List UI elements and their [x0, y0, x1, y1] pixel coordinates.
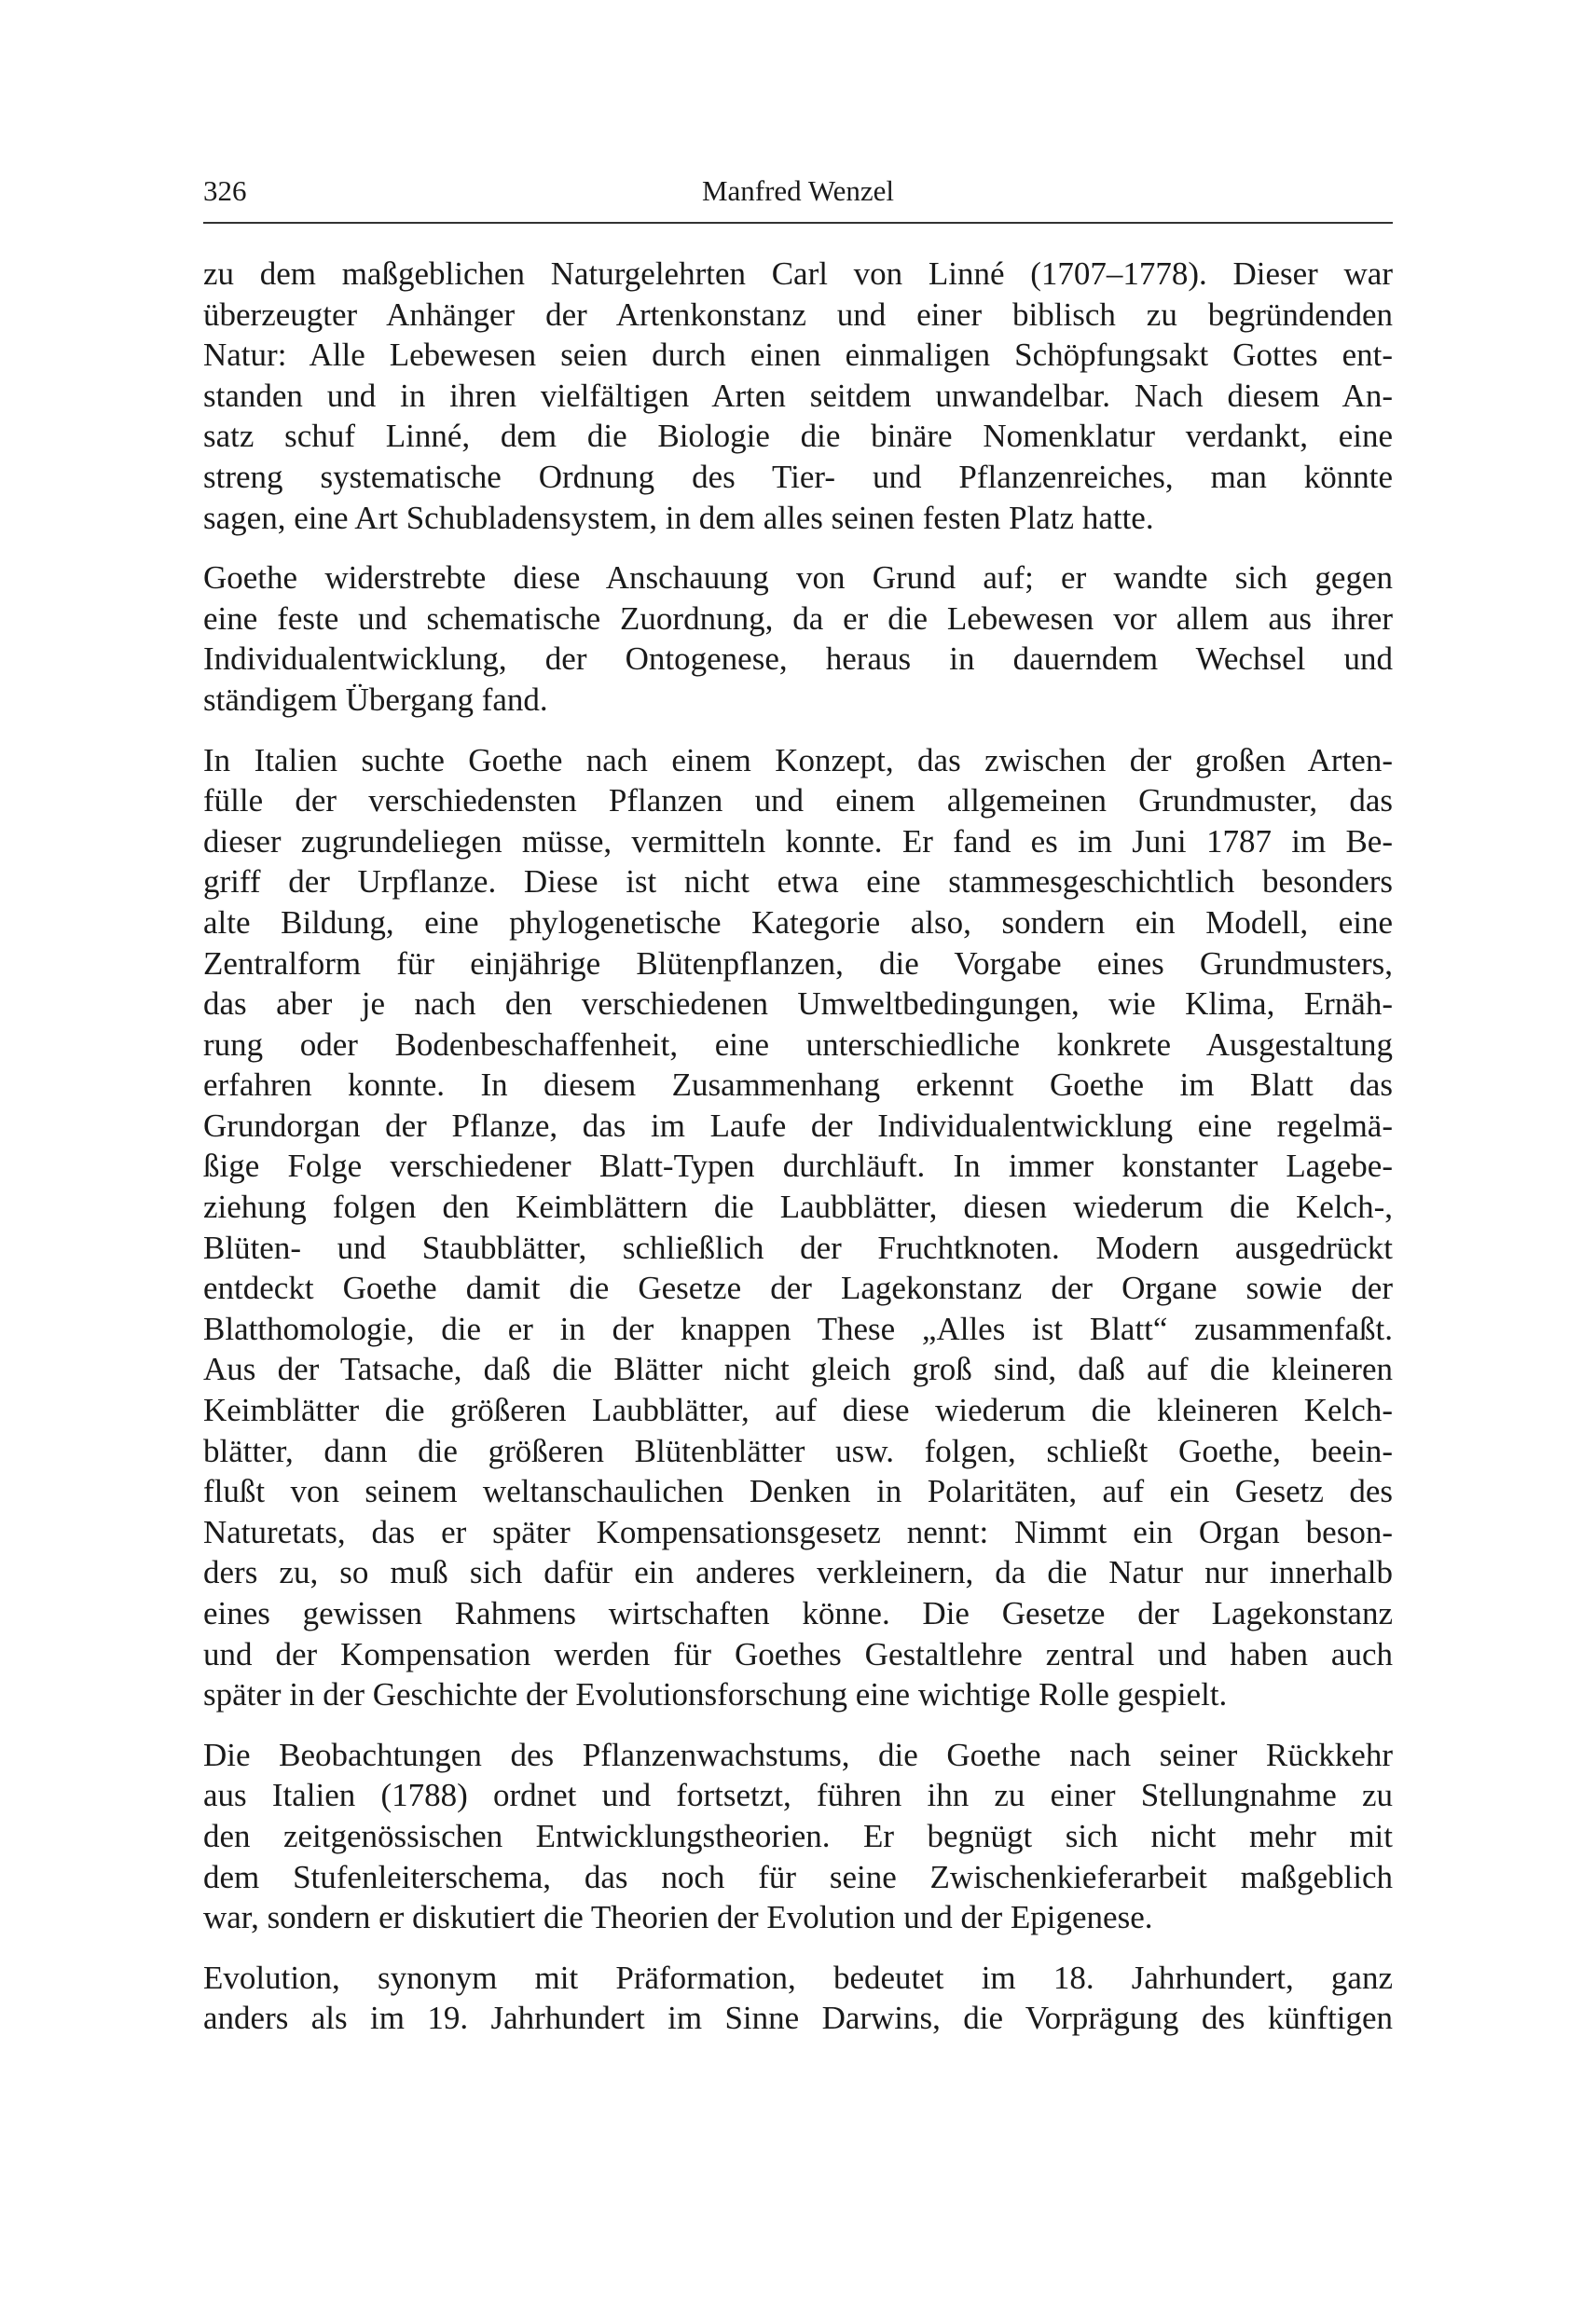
text-line: war, sondern er diskutiert die Theorien der Evolution und der Epigenese. [203, 1899, 1153, 1936]
text-line: anders als im 19. Jahrhundert im Sinne Darwins, die Vorprägung des künftigen [203, 2000, 1393, 2037]
text-line: alte Bildung, eine phylogenetische Kategorie also, sondern ein Modell, eine [203, 903, 1393, 941]
paragraph [203, 1735, 1393, 1938]
running-head [203, 168, 1393, 214]
text-line: rung oder Bodenbeschaffenheit, eine unterschiedliche konkrete Ausgestaltung [203, 1025, 1393, 1063]
paragraph [203, 557, 1393, 720]
text-line: Blatthomologie, die er in der knappen These „Alles ist Blatt“ zusammenfaßt. [203, 1310, 1393, 1347]
book-page [203, 0, 1393, 2312]
text-line: eines gewissen Rahmens wirtschaften könne. Die Gesetze der Lagekonstanz [203, 1595, 1393, 1631]
body-text [203, 254, 1393, 2058]
text-line: aus Italien (1788) ordnet und fortsetzt, führen ihn zu einer Stellungnahme zu [203, 1777, 1393, 1814]
text-line: standen und in ihren vielfältigen Arten seitdem unwandelbar. Nach diesem An- [203, 377, 1393, 414]
text-line: blätter, dann die größeren Blütenblätter usw. folgen, schließt Goethe, beein- [203, 1432, 1393, 1469]
text-line: Die Beobachtungen des Pflanzenwachstums, die Goethe nach seiner Rückkehr [203, 1736, 1393, 1773]
header-rule [203, 222, 1393, 224]
text-line: erfahren konnte. In diesem Zusammenhang erkennt Goethe im Blatt das [203, 1067, 1393, 1104]
text-line: eine feste und schematische Zuordnung, da er die Lebewesen vor allem aus ihrer [203, 599, 1393, 637]
text-line: streng systematische Ordnung des Tier- und Pflanzenreiches, man könnte [203, 458, 1393, 495]
text-line: Naturetats, das er später Kompensationsgesetz nennt: Nimmt ein Organ beson- [203, 1513, 1393, 1550]
paragraph [203, 254, 1393, 538]
text-line: Grundorgan der Pflanze, das im Laufe der Individualentwicklung eine regelmä- [203, 1107, 1393, 1144]
text-line: griff der Urpflanze. Diese ist nicht etwa eine stammesgeschichtlich besonders [203, 863, 1393, 901]
text-line: den zeitgenössischen Entwicklungstheorien. Er begnügt sich nicht mehr mit [203, 1817, 1393, 1854]
text-line: Blüten- und Staubblätter, schließlich der Fruchtknoten. Modern ausgedrückt [203, 1229, 1393, 1266]
running-title-author: Manfred Wenzel [701, 174, 895, 207]
text-line: ders zu, so muß sich dafür ein anderes verkleinern, da die Natur nur innerhalb [203, 1554, 1393, 1591]
text-line: ziehung folgen den Keimblättern die Laubblätter, diesen wiederum die Kelch-, [203, 1189, 1393, 1226]
text-line: später in der Geschichte der Evolutionsforschung eine wichtige Rolle gespielt. [203, 1676, 1228, 1713]
text-line: Keimblätter die größeren Laubblätter, auf diese wiederum die kleineren Kelch- [203, 1392, 1393, 1429]
text-line: ßige Folge verschiedener Blatt-Typen durchläuft. In immer konstanter Lagebe- [203, 1148, 1393, 1185]
text-line: das aber je nach den verschiedenen Umweltbedingungen, wie Klima, Ernäh- [203, 985, 1393, 1023]
text-line: flußt von seinem weltanschaulichen Denken in Polaritäten, auf ein Gesetz des [203, 1473, 1393, 1510]
text-line: Individualentwicklung, der Ontogenese, heraus in dauerndem Wechsel und [203, 640, 1393, 678]
text-line: Natur: Alle Lebewesen seien durch einen einmaligen Schöpfungsakt Gottes ent- [203, 337, 1393, 374]
paragraph [203, 1958, 1393, 2039]
text-line: überzeugter Anhänger der Artenkonstanz und einer biblisch zu begründenden [203, 296, 1393, 333]
text-line: und der Kompensation werden für Goethes Gestaltlehre zentral und haben auch [203, 1635, 1393, 1672]
text-line: Goethe widerstrebte diese Anschauung von Grund auf; er wandte sich gegen [203, 559, 1393, 597]
paragraph [203, 740, 1393, 1715]
page-number: 326 [203, 174, 247, 207]
text-line: sagen, eine Art Schubladensystem, in dem alles seinen festen Platz hatte. [203, 499, 1154, 536]
text-line: entdeckt Goethe damit die Gesetze der Lagekonstanz der Organe sowie der [203, 1270, 1393, 1307]
text-line: Aus der Tatsache, daß die Blätter nicht gleich groß sind, daß auf die kleineren [203, 1351, 1393, 1388]
text-line: satz schuf Linné, dem die Biologie die binäre Nomenklatur verdankt, eine [203, 418, 1393, 455]
text-line: fülle der verschiedensten Pflanzen und einem allgemeinen Grundmuster, das [203, 782, 1393, 819]
text-line: Evolution, synonym mit Präformation, bedeutet im 18. Jahrhundert, ganz [203, 1959, 1393, 1996]
text-line: dem Stufenleiterschema, das noch für seine Zwischenkieferarbeit maßgeblich [203, 1858, 1393, 1895]
text-line: zu dem maßgeblichen Naturgelehrten Carl von Linné (1707–1778). Dieser war [203, 255, 1393, 292]
text-line: In Italien suchte Goethe nach einem Konzept, das zwischen der großen Arten- [203, 741, 1393, 778]
text-line: ständigem Übergang fand. [203, 681, 548, 718]
text-line: Zentralform für einjährige Blütenpflanzen, die Vorgabe eines Grundmusters, [203, 944, 1393, 982]
text-line: dieser zugrundeliegen müsse, vermitteln konnte. Er fand es im Juni 1787 im Be- [203, 822, 1393, 860]
